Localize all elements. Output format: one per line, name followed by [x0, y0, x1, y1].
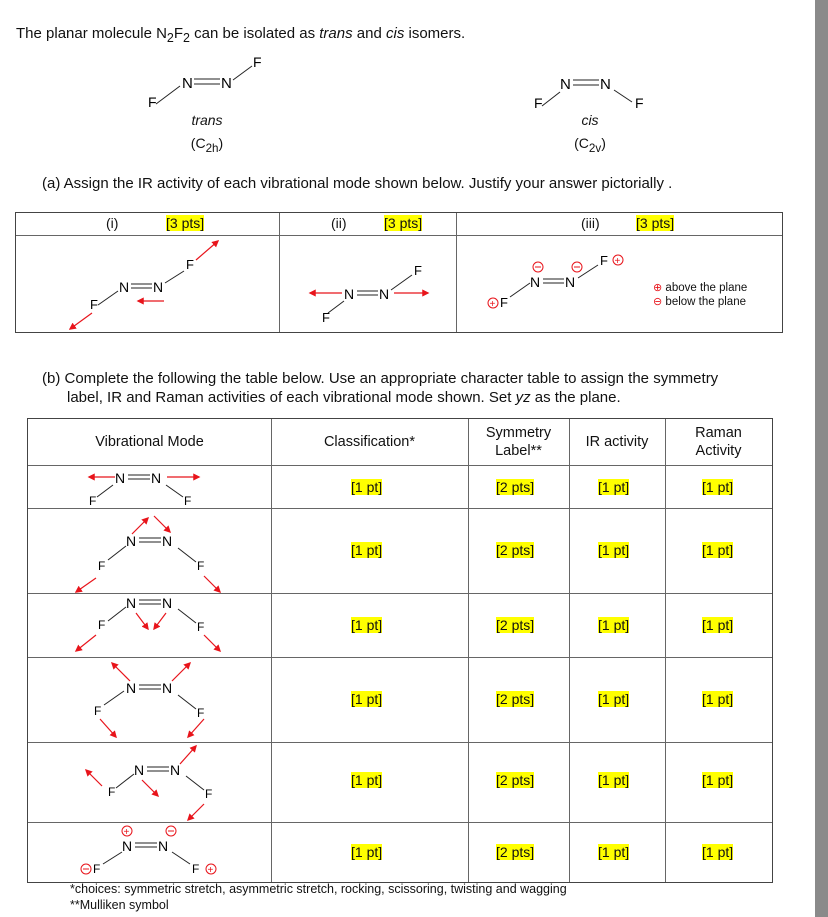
svg-text:F: F [205, 787, 213, 801]
header-mode: Vibrational Mode [95, 434, 204, 450]
trans-point-group: $(C_{2h})$ [190, 135, 224, 155]
col-i-points: [3 pts] [166, 215, 205, 231]
mode-ii-diagram [306, 235, 456, 331]
ir-cell[interactable]: [1 pt] [598, 691, 630, 707]
ir-cell[interactable]: [1 pt] [598, 542, 630, 558]
symmetry-cell[interactable]: [2 pts] [496, 542, 535, 558]
plus-circle-icon: ⊕ [653, 282, 663, 294]
trans-label: trans [191, 112, 223, 128]
atom-f: F [534, 95, 543, 111]
table-row [28, 465, 772, 508]
svg-text:N: N [122, 838, 133, 854]
atom-n: N [560, 76, 571, 93]
table-row [28, 657, 772, 742]
page-edge-bar [815, 0, 828, 917]
classification-cell[interactable]: [1 pt] [351, 542, 383, 558]
minus-circle-icon: ⊖ [653, 296, 663, 308]
atom-f: F [635, 95, 644, 111]
part-a-table [15, 212, 783, 333]
intro-text: The planar molecule $N_2F_2$ can be isolated as trans and cis isomers. [16, 25, 466, 45]
svg-text:+: + [123, 827, 130, 838]
ir-cell[interactable]: [1 pt] [598, 772, 630, 788]
footnote-choices: *choices: symmetric stretch, asymmetric stretch, rocking, scissoring, twisting and wagging [70, 882, 567, 896]
arrow [70, 313, 92, 329]
svg-text:F: F [197, 706, 205, 720]
symmetry-cell[interactable]: [2 pts] [496, 479, 535, 495]
header-raman: Raman Activity [695, 425, 742, 459]
mode-i-diagram [56, 235, 256, 331]
classification-cell[interactable]: [1 pt] [351, 844, 383, 860]
col-ii-label: (ii) [331, 215, 347, 231]
svg-text:F: F [414, 263, 422, 278]
raman-cell[interactable]: [1 pt] [702, 542, 734, 558]
part-b-table [27, 418, 773, 883]
symmetry-cell[interactable]: [2 pts] [496, 772, 535, 788]
atom-f: F [253, 54, 262, 70]
raman-cell[interactable]: [1 pt] [702, 691, 734, 707]
cis-point-group: $(C_{2v})$ [574, 135, 606, 155]
symmetry-cell[interactable]: [2 pts] [496, 691, 535, 707]
svg-text:F: F [186, 257, 194, 272]
svg-text:F: F [197, 559, 205, 573]
header-ir: IR activity [585, 434, 649, 450]
svg-text:F: F [94, 704, 102, 718]
classification-cell[interactable]: [1 pt] [351, 617, 383, 633]
table-row [28, 822, 772, 882]
svg-text:N: N [379, 286, 390, 302]
svg-text:N: N [162, 595, 173, 611]
svg-text:F: F [90, 297, 98, 312]
svg-text:F: F [93, 862, 101, 876]
col-iii-points: [3 pts] [636, 215, 675, 231]
ir-cell[interactable]: [1 pt] [598, 617, 630, 633]
classification-cell[interactable]: [1 pt] [351, 772, 383, 788]
symmetry-cell[interactable]: [2 pts] [496, 617, 535, 633]
trans-molecule [140, 52, 280, 112]
svg-text:F: F [322, 310, 330, 325]
svg-text:F: F [98, 618, 106, 632]
svg-text:+: + [489, 299, 496, 310]
col-ii-points: [3 pts] [384, 215, 423, 231]
ir-cell[interactable]: [1 pt] [598, 479, 630, 495]
svg-text:N: N [162, 680, 173, 696]
svg-text:+: + [614, 256, 621, 267]
svg-text:F: F [89, 494, 97, 508]
table-row [28, 508, 772, 593]
table-row [28, 742, 772, 822]
svg-text:N: N [170, 762, 181, 778]
svg-text:N: N [530, 274, 541, 290]
header-symmetry: Symmetry Label** [485, 425, 552, 459]
classification-cell[interactable]: [1 pt] [351, 691, 383, 707]
atom-f: F [148, 94, 157, 110]
arrow [196, 241, 218, 260]
svg-text:N: N [134, 762, 145, 778]
cis-molecule [528, 70, 658, 115]
legend-below: ⊖ below the plane [653, 296, 746, 308]
atom-n: N [600, 76, 611, 93]
mode-iii-diagram [476, 235, 676, 331]
svg-text:N: N [162, 533, 173, 549]
svg-text:N: N [126, 533, 137, 549]
footnote-mulliken: **Mulliken symbol [70, 898, 169, 912]
svg-text:N: N [151, 470, 162, 486]
svg-text:N: N [119, 279, 130, 295]
svg-text:F: F [197, 620, 205, 634]
atom-n: N [221, 75, 232, 92]
raman-cell[interactable]: [1 pt] [702, 479, 734, 495]
svg-text:F: F [184, 494, 192, 508]
svg-text:+: + [207, 865, 214, 876]
atom-n: N [182, 75, 193, 92]
ir-cell[interactable]: [1 pt] [598, 844, 630, 860]
svg-text:F: F [108, 785, 116, 799]
svg-text:N: N [153, 279, 164, 295]
cis-label: cis [581, 112, 599, 128]
svg-text:F: F [500, 295, 508, 310]
svg-text:N: N [126, 680, 137, 696]
symmetry-cell[interactable]: [2 pts] [496, 844, 535, 860]
svg-text:F: F [98, 559, 106, 573]
svg-text:N: N [565, 274, 576, 290]
svg-text:F: F [600, 253, 608, 268]
svg-text:N: N [126, 595, 137, 611]
col-i-label: (i) [106, 215, 119, 231]
raman-cell[interactable]: [1 pt] [702, 844, 734, 860]
part-a-question: (a) Assign the IR activity of each vibrational mode shown below. Justify your answer pictorially . [42, 175, 673, 192]
classification-cell[interactable]: [1 pt] [351, 479, 383, 495]
header-classification: Classification* [323, 434, 416, 450]
raman-cell[interactable]: [1 pt] [702, 617, 734, 633]
legend-above: ⊕ above the plane [653, 282, 748, 294]
svg-text:N: N [158, 838, 169, 854]
svg-text:F: F [192, 862, 200, 876]
col-iii-label: (iii) [581, 215, 600, 231]
svg-text:N: N [344, 286, 355, 302]
part-b-question: (b) Complete the following the table below. Use an appropriate character table to assign the symmetry label, IR and Raman activities of each vibrational mode shown. Set yz as the plane. [42, 370, 719, 406]
raman-cell[interactable]: [1 pt] [702, 772, 734, 788]
table-row [28, 593, 772, 657]
svg-text:N: N [115, 470, 126, 486]
